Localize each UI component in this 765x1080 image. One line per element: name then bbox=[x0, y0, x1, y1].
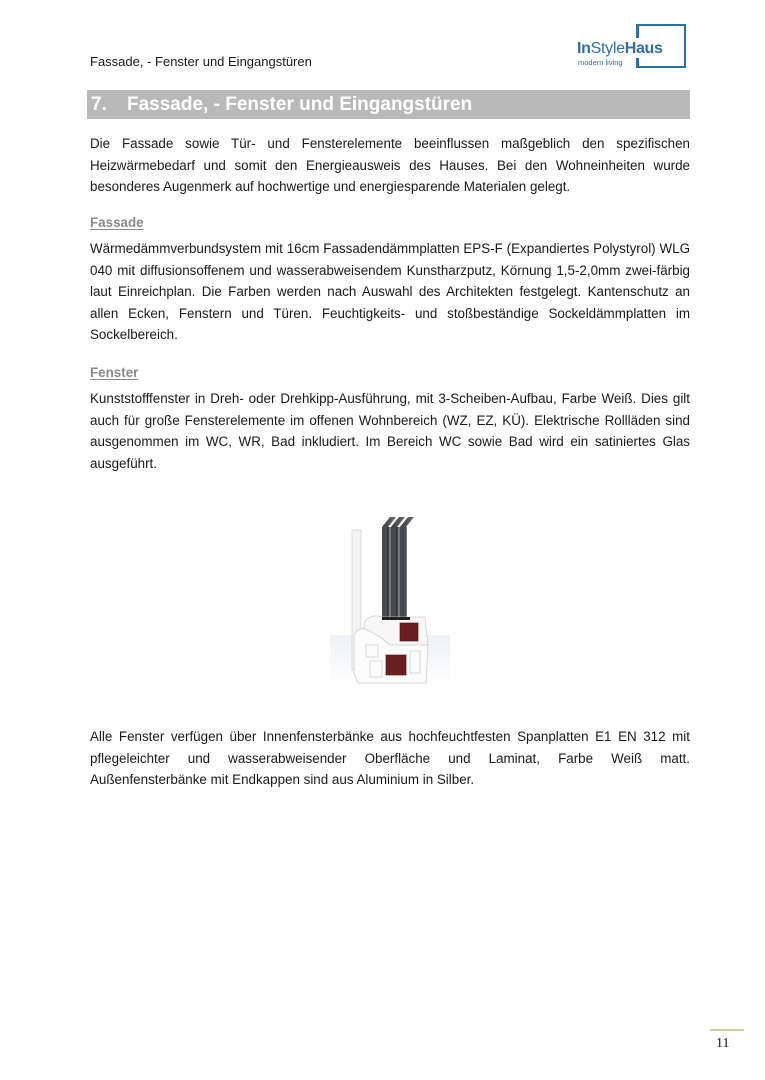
window-profile-icon bbox=[330, 505, 450, 695]
window-profile-image bbox=[330, 505, 450, 695]
logo-in: In bbox=[577, 40, 591, 57]
chapter-heading bbox=[87, 90, 690, 119]
logo-tagline: modern living bbox=[578, 58, 623, 67]
page-number: 11 bbox=[716, 1036, 730, 1051]
chapter-title: Fassade, - Fenster und Eingangstüren bbox=[127, 94, 473, 115]
footer-rule bbox=[710, 1029, 744, 1031]
logo-wordmark bbox=[577, 40, 663, 58]
section-text-fenster: Kunststofffenster in Dreh- oder Drehkipp-Ausführung, mit 3-Scheiben-Aufbau, Farbe Weiß. Dies gilt auch für große Fensterelemente im offenen Wohnbereich (WZ, EZ, KÜ). Elektrische Rollläden sind ausgenommen im WC, WR, Bad inkludiert. Im Bereich WC sowie Bad wird ein satiniertes Glas ausgeführt. bbox=[90, 391, 690, 471]
logo-frame-left-top bbox=[636, 24, 639, 38]
running-header: Fassade, - Fenster und Eingangstüren bbox=[90, 54, 312, 69]
logo-frame-left-bottom bbox=[636, 58, 639, 68]
logo-haus: Haus bbox=[624, 40, 663, 57]
section-heading-fassade: Fassade bbox=[90, 215, 144, 230]
logo-style: Style bbox=[590, 40, 625, 57]
chapter-number: 7. bbox=[91, 94, 107, 115]
instylehaus-logo bbox=[577, 24, 691, 72]
section-text-fassade: Wärmedämmverbundsystem mit 16cm Fassadendämmplatten EPS-F (Expandiertes Polystyrol) WLG 040 mit diffusionsoffenem und wasserabweisendem Kunstharzputz, Körnung 1,5-2,0mm zwei-färbig laut Einreichplan. Die Farben werden nach Auswahl des Architekten festgelegt. Kantenschutz an allen Ecken, Fenstern und Türen. Feuchtigkeits- und stoßbeständige Sockeldämmplatten im Sockelbereich. bbox=[90, 241, 690, 342]
intro-paragraph: Die Fassade sowie Tür- und Fensterelemente beeinflussen maßgeblich den spezifischen Heizwärmebedarf und somit den Energieausweis des Hauses. Bei den Wohneinheiten wurde besonderes Augenmerk auf hochwertige und energiesparende Materialen gelegt. bbox=[90, 136, 690, 194]
section-heading-fenster: Fenster bbox=[90, 365, 139, 380]
closing-paragraph: Alle Fenster verfügen über Innenfensterbänke aus hochfeuchtfesten Spanplatten E1 EN 312 mit pflegeleichter und wasserabweisender Oberfläche und Laminat, Farbe Weiß matt. Außenfensterbänke mit Endkappen sind aus Aluminium in Silber. bbox=[90, 729, 690, 787]
